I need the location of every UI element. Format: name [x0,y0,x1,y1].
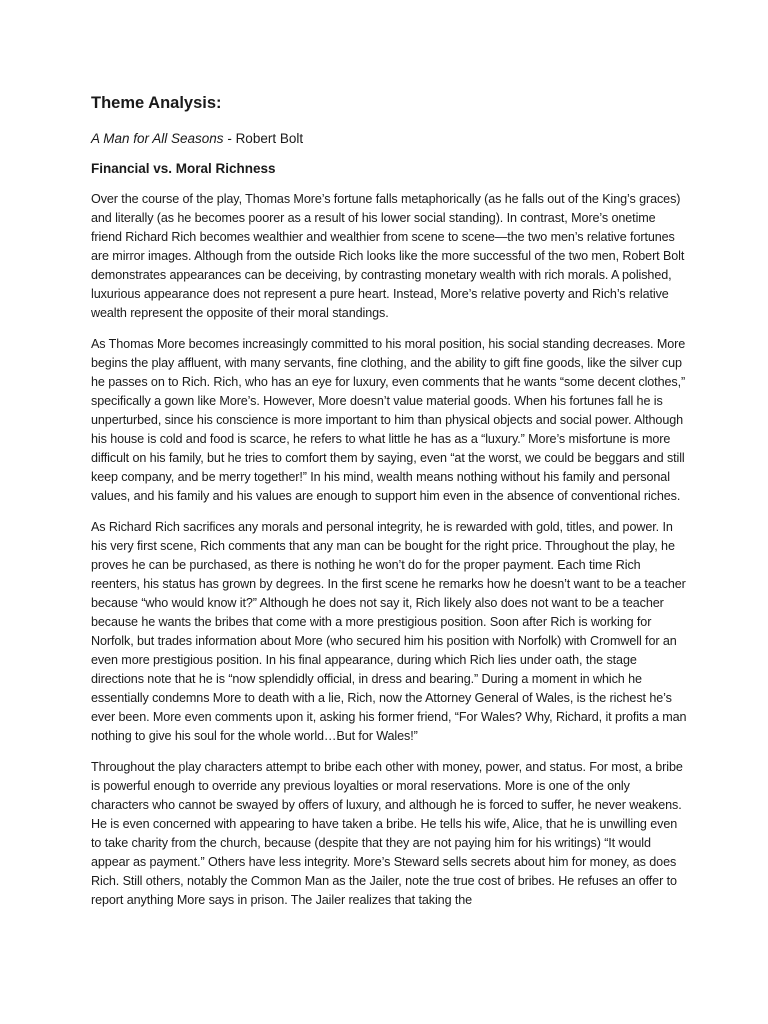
author-name: Robert Bolt [235,131,304,146]
paragraph-2: As Thomas More becomes increasingly committed to his moral position, his social standing decreases. More begins the play affluent, with many servants, fine clothing, and the ability to gift fine goods, like the silver cup he passes on to Rich. Rich, who has an eye for luxury, even comments that he wants “some decent clothes,” specifically a gown like More’s. However, More doesn’t value material goods. When his fortunes fall he is unperturbed, since his conscience is more important to him than physical objects and social power. Although his house is cold and food is scarce, he refers to what little he has as a “luxury.” More’s misfortune is more difficult on his family, but he tries to comfort them by saying, even “at the worst, we could be beggars and still keep company, and be merry together!” In his mind, wealth means nothing without his family and personal values, and his family and his values are enough to support him even in the absence of conventional riches. [91,337,686,503]
work-title: A Man for All Seasons [91,131,224,146]
paragraph-4: Throughout the play characters attempt to bribe each other with money, power, and status. For most, a bribe is powerful enough to override any previous loyalties or moral reservations. More is one of the only characters who cannot be swayed by offers of luxury, and although he is forced to suffer, he never weakens. He is even concerned with appearing to have taken a bribe. He tells his wife, Alice, that he is unwilling even to take charity from the church, because (despite that they are not paying him for his writings) “It would appear as payment.” Others have less integrity. More’s Steward sells secrets about him for money, as does Rich. Still others, notably the Common Man as the Jailer, note the true cost of bribes. He refuses an offer to report anything More says in prison. The Jailer realizes that taking the [91,760,683,907]
work-separator: - [223,131,236,146]
paragraph-3: As Richard Rich sacrifices any morals and personal integrity, he is rewarded with gold, titles, and power. In his very first scene, Rich comments that any man can be bought for the right price. Throughout the play, he proves he can be purchased, as there is nothing he won’t do for the proper payment. Each time Rich reenters, his status has grown by degrees. In the first scene he remarks how he doesn’t want to be a teacher because “who would know it?” Although he does not say it, Rich likely also does not want to be a teacher because he wants the bribes that come with a more prestigious position. Soon after Rich is working for Norfolk, but trades information about More (who secured him his position with Norfolk) with Cromwell for an even more prestigious position. In his final appearance, during which Rich lies under oath, the stage directions note that he is “now splendidly official, in dress and bearing.” During a moment in which he essentially condemns More to death with a lie, Rich, now the Attorney General of Wales, is the richest he’s ever been. More even comments upon it, asking his former friend, “For Wales? Why, Richard, it profits a man nothing to give his soul for the whole world…But for Wales!” [91,520,687,743]
document-page [91,92,687,922]
work-citation [91,130,687,148]
page-title: Theme Analysis: [91,94,222,112]
paragraph-1: Over the course of the play, Thomas More’s fortune falls metaphorically (as he falls out of the King’s graces) and literally (as he becomes poorer as a result of his lower social standing). In contrast, More’s onetime friend Richard Rich becomes wealthier and wealthier from scene to scene—the two men’s relative fortunes are mirror images. Although from the outside Rich looks like the more successful of the two men, Robert Bolt demonstrates appearances can be deceiving, by contrasting monetary wealth with rich morals. A polished, luxurious appearance does not represent a pure heart. Instead, More’s relative poverty and Rich’s relative wealth represent the opposite of their moral standings. [91,192,685,320]
section-heading: Financial vs. Moral Richness [91,161,276,176]
